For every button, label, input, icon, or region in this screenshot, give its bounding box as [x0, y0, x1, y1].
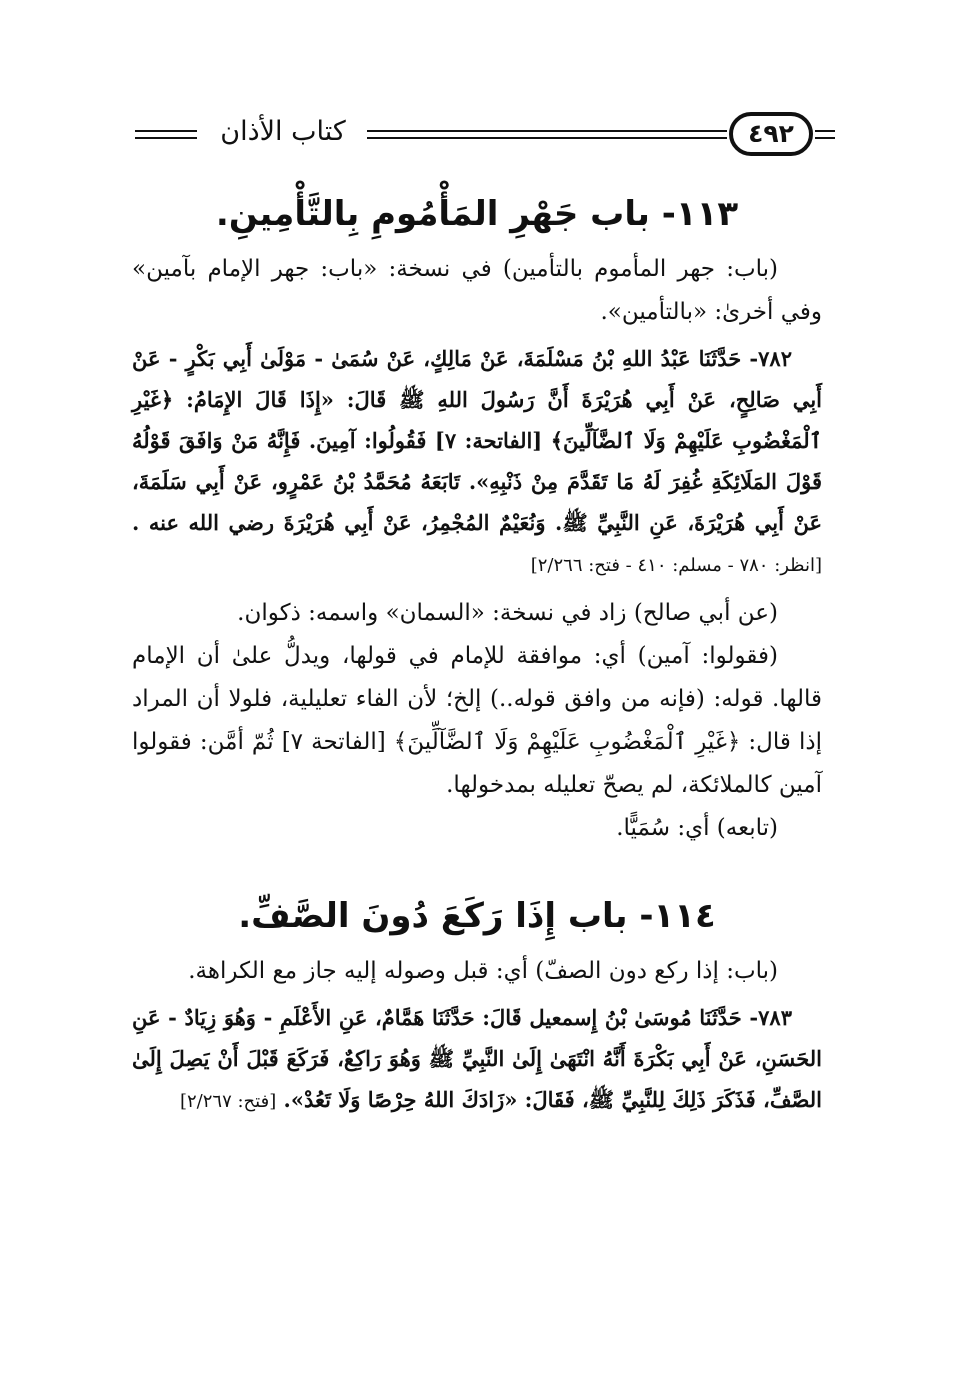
hadith-782: [132, 338, 822, 586]
commentary-paragraph: (باب: جهر المأموم بالتأمين) في نسخة: «باب: جهر الإمام بآمين» وفي أخرىٰ: «بالتأمين».: [132, 256, 822, 325]
running-title: كتاب الأذان: [220, 116, 346, 147]
header-rule-middle: [367, 130, 727, 139]
page-content: [132, 188, 822, 1128]
chapter-title-114: ١١٤- باب إِذَا رَكَعَ دُونَ الصَّفِّ.: [238, 896, 716, 936]
hadith-text: ٧٨٣- حَدَّثَنَا مُوسَىٰ بْنُ إِسمعيل قَالَ: حَدَّثَنَا هَمَّامٌ، عَنِ الأَعْلَمِ - وَهُوَ زِيَادٌ - عَنِ الحَسَنِ، عَنْ أَبِي بَكْرَةَ أَنَّهُ انْتَهَىٰ إِلَىٰ النَّبِيِّ ﷺ وَهُوَ رَاكِعٌ، فَرَكَعَ قَبْلَ أَنْ يَصِلَ إِلَىٰ الصَّفِّ، فَذَكَرَ ذَلِكَ لِلنَّبِيِّ ﷺ، فَقَالَ: «زَادَكَ اللهُ حِرْصًا وَلَا تَعُدْ».: [132, 1005, 822, 1112]
header-rule-right: [815, 130, 835, 139]
commentary-paragraph: (باب: إذا ركع دون الصفّ) أي: قبل وصوله إليه جاز مع الكراهة.: [188, 958, 778, 984]
commentary-paragraph: (عن أبي صالح) زاد في نسخة: «السمان» واسمه: ذكوان.: [237, 600, 778, 626]
running-header: [135, 112, 835, 158]
chapter-title-113: ١١٣- باب جَهْرِ المَأْمُومِ بِالتَّأْمِينِ.: [215, 194, 739, 234]
commentary-paragraph: (تابعه) أي: سُمَيًّا.: [616, 815, 778, 841]
hadith-783: [132, 997, 822, 1122]
hadith-text: ٧٨٢- حَدَّثَنَا عَبْدُ اللهِ بْنُ مَسْلَمَةَ، عَنْ مَالِكٍ، عَنْ سُمَىٰ - مَوْلَىٰ أَبِي بَكْرٍ - عَنْ أَبِي صَالِحٍ، عَنْ أَبِي هُرَيْرَةَ أَنَّ رَسُولَ اللهِ ﷺ قَالَ: «إِذَا قَالَ الإِمَامُ: ﴿غَيْرِ ٱلْمَغْضُوبِ عَلَيْهِمْ وَلَا ٱلضَّآلِّينَ﴾ [الفاتحة: ٧] فَقُولُوا: آمِينَ. فَإِنَّهُ مَنْ وَافَقَ قَوْلُهُ قَوْلَ المَلَائِكَةِ غُفِرَ لَهُ مَا تَقَدَّمَ مِنْ ذَنْبِهِ». تَابَعَهُ مُحَمَّدُ بْنُ عَمْرٍو، عَنْ أَبِي سَلَمَةَ، عَنْ أَبِي هُرَيْرَةَ، عَنِ النَّبِيِّ ﷺ. وَنُعَيْمٌ المُجْمِرُ، عَنْ أَبِي هُرَيْرَةَ رضي الله عنه .: [132, 346, 822, 535]
commentary-paragraph: (فقولوا: آمين) أي: موافقة للإمام في قولها، ويدلُّ علىٰ أن الإمام قالها. قوله: (فإنه من وافق قوله..) إلخ؛ لأن الفاء تعليلية، فلولا أن المراد إذا قال: ﴿غَيْرِ ٱلْمَغْضُوبِ عَلَيْهِمْ وَلَا ٱلضَّآلِّينَ﴾ [الفاتحة ٧] ثُمّ أمَّن: فقولوا آمين كالملائكة، لم يصحّ تعليله بمدخولها.: [132, 643, 822, 798]
page-number: ٤٩٢: [729, 112, 813, 156]
hadith-reference: [انظر: ٧٨٠ - مسلم: ٤١٠ - فتح: ٢/٢٦٦]: [530, 555, 822, 576]
hadith-reference: [فتح: ٢/٢٦٧]: [179, 1091, 277, 1112]
header-rule-left: [135, 130, 197, 139]
